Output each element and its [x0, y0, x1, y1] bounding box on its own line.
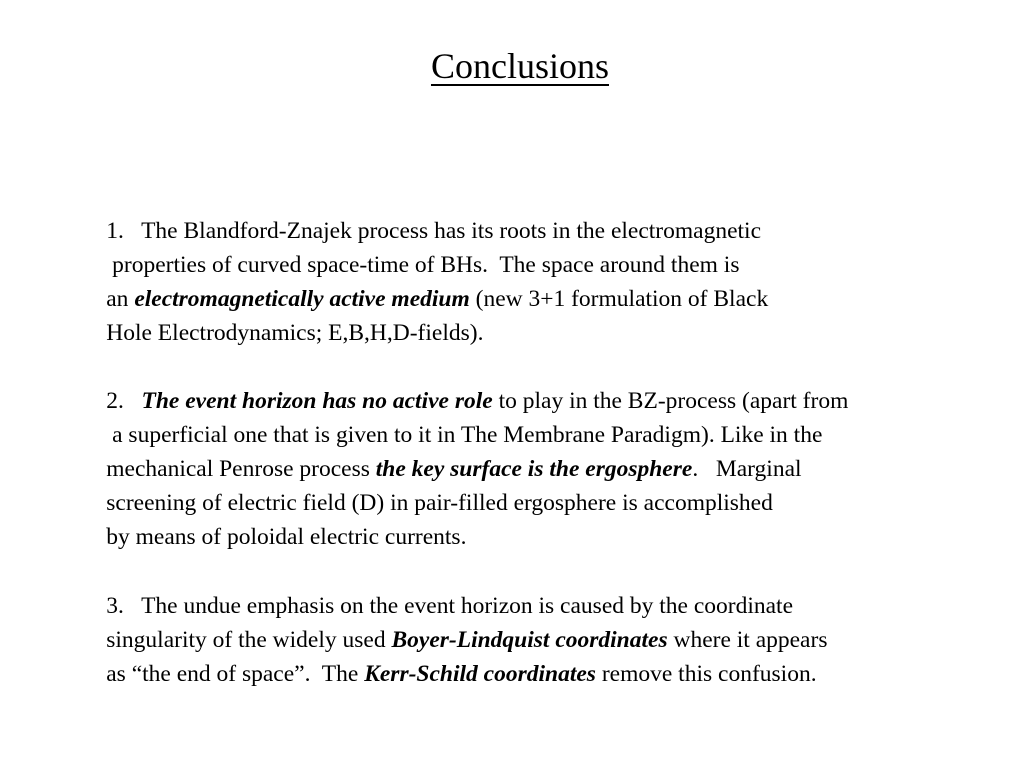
text-run: 2.: [106, 388, 142, 414]
text-run: screening of electric field (D) in pair-filled ergosphere is accomplished: [106, 490, 773, 516]
text-run: 1. The Blandford-Znajek process has its roots in the electromagnetic: [106, 218, 762, 244]
text-run: where it appears: [667, 627, 828, 653]
text-run: singularity of the widely used: [106, 627, 392, 653]
emphasis-text: Kerr-Schild coordinates: [364, 661, 596, 687]
text-run: to play in the BZ-process (apart from: [492, 388, 849, 414]
text-run: by means of poloidal electric currents.: [106, 524, 467, 550]
text-run: Hole Electrodynamics; E,B,H,D-fields).: [106, 320, 484, 346]
text-run: (new 3+1 formulation of Black: [469, 286, 769, 312]
text-run: properties of curved space-time of BHs. The space around them is: [106, 252, 740, 278]
emphasis-text: electromagnetically active medium: [134, 286, 470, 312]
emphasis-text: Boyer-Lindquist coordinates: [391, 627, 668, 653]
text-run: remove this confusion.: [595, 661, 817, 687]
emphasis-text: The event horizon has no active role: [141, 388, 493, 414]
text-run: . Marginal: [692, 456, 802, 482]
emphasis-text: the key surface is the ergosphere: [375, 456, 693, 482]
text-run: a superficial one that is given to it in The Membrane Paradigm). Like in the: [106, 422, 823, 448]
text-run: as “the end of space”. The: [106, 661, 365, 687]
text-run: an: [106, 286, 135, 312]
text-run: 3. The undue emphasis on the event horizon is caused by the coordinate: [106, 593, 794, 619]
point-3-line-3: [71, 623, 817, 725]
text-run: mechanical Penrose process: [106, 456, 376, 482]
slide-title: Conclusions: [430, 46, 609, 86]
